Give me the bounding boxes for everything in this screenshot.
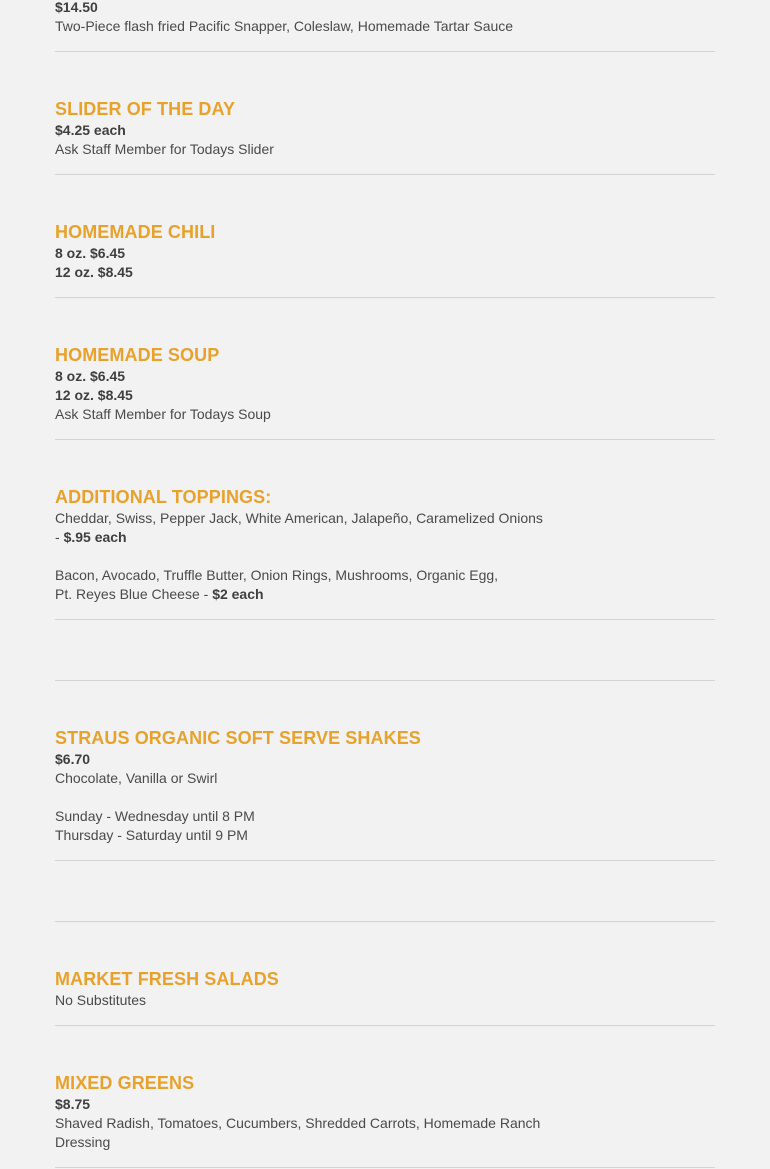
mixed-greens-price: $8.75 (55, 1096, 91, 1112)
divider (55, 439, 715, 440)
fish-price: $14.50 (55, 0, 98, 15)
chili-price-large: 12 oz. $8.45 (55, 264, 133, 280)
shakes-hours-weekend: Thursday - Saturday until 9 PM (55, 827, 248, 843)
toppings-group1-price: $.95 each (63, 529, 127, 545)
divider (55, 680, 715, 681)
divider (55, 297, 715, 298)
slider-title: SLIDER OF THE DAY (55, 99, 236, 119)
chili-price-small: 8 oz. $6.45 (55, 245, 126, 261)
toppings-group1-list: Cheddar, Swiss, Pepper Jack, White American, Jalapeño, Caramelized Onions (55, 510, 543, 526)
soup-title: HOMEMADE SOUP (55, 345, 220, 365)
salads-title: MARKET FRESH SALADS (55, 969, 279, 989)
soup-price-large: 12 oz. $8.45 (55, 387, 133, 403)
soup-note: Ask Staff Member for Todays Soup (55, 406, 271, 422)
divider (55, 1025, 715, 1026)
shakes-flavors: Chocolate, Vanilla or Swirl (55, 770, 218, 786)
divider (55, 921, 715, 922)
toppings-group2-item: Pt. Reyes Blue Cheese - (55, 586, 213, 602)
shakes-title: STRAUS ORGANIC SOFT SERVE SHAKES (55, 728, 421, 748)
shakes-price: $6.70 (55, 751, 91, 767)
mixed-greens-description: Shaved Radish, Tomatoes, Cucumbers, Shredded Carrots, Homemade Ranch (55, 1115, 541, 1131)
divider (55, 619, 715, 620)
divider (55, 51, 715, 52)
toppings-group1-price-line (55, 528, 127, 547)
slider-price: $4.25 each (55, 122, 126, 138)
divider (55, 1167, 715, 1168)
soup-price-small: 8 oz. $6.45 (55, 368, 126, 384)
toppings-group2-price-line (55, 585, 264, 604)
toppings-group1-dash: - (55, 529, 64, 545)
salads-note: No Substitutes (55, 992, 147, 1008)
slider-note: Ask Staff Member for Todays Slider (55, 141, 274, 157)
divider (55, 860, 715, 861)
mixed-greens-title: MIXED GREENS (55, 1073, 195, 1093)
toppings-group2-list: Bacon, Avocado, Truffle Butter, Onion Rings, Mushrooms, Organic Egg, (55, 567, 499, 583)
divider (55, 174, 715, 175)
shakes-hours-weekdays: Sunday - Wednesday until 8 PM (55, 808, 255, 824)
mixed-greens-description-cont: Dressing (55, 1134, 111, 1150)
fish-description: Two-Piece flash fried Pacific Snapper, Coleslaw, Homemade Tartar Sauce (55, 18, 514, 34)
chili-title: HOMEMADE CHILI (55, 222, 216, 242)
toppings-group2-price: $2 each (212, 586, 264, 602)
toppings-title: ADDITIONAL TOPPINGS: (55, 487, 272, 507)
